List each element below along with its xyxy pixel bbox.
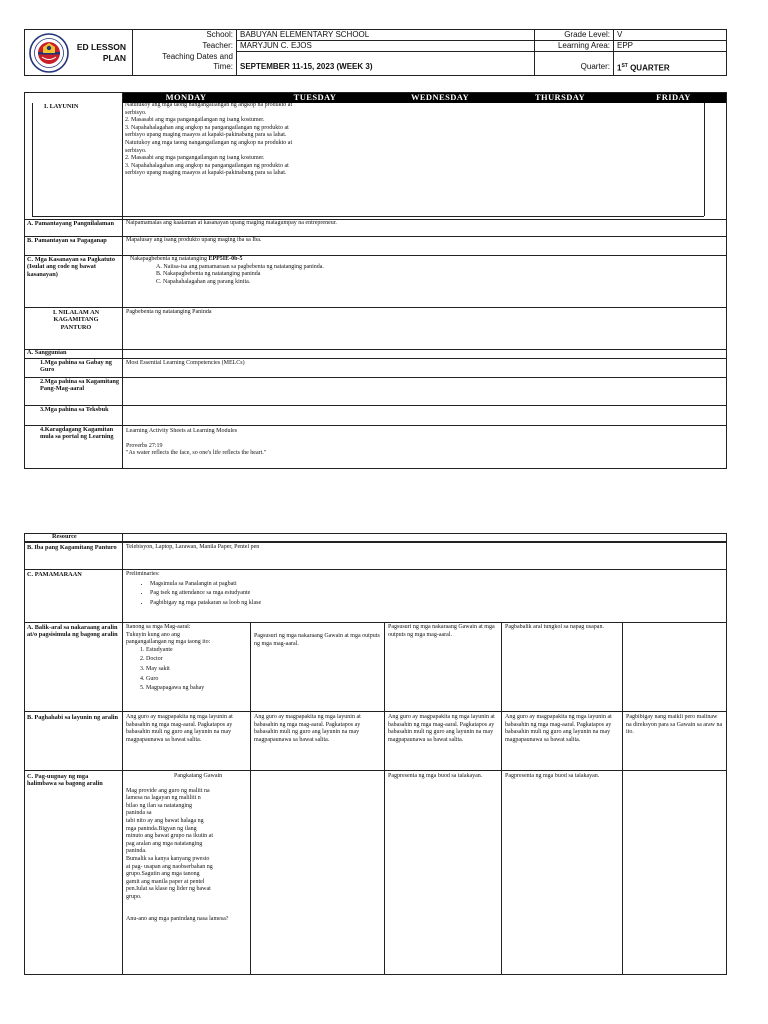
pag-uugnay-question: Anu-ano ang mga panindang nasa lamesa? bbox=[126, 915, 229, 922]
paghahabi-wednesday: Ang guro ay magpapakita ng mga layunin at babasahin ng mga mag-aaral. Pagkatapos ay babasahin muli ng guro ang layunin na may magpapaunawa sa bawat salita. bbox=[388, 714, 495, 743]
nilalaman-text: Pagbebenta ng natatanging Paninda bbox=[126, 309, 212, 315]
grade-level-label: Grade Level: bbox=[564, 30, 610, 39]
title-line-1: ED LESSON bbox=[76, 42, 126, 52]
school-value: BABUYAN ELEMENTARY SCHOOL bbox=[240, 30, 370, 39]
sanggunian-label: A. Sanggunian bbox=[27, 349, 67, 356]
paghahabi-thursday: Ang guro ay magpapakita ng mga layunin at babasahin ng mga mag-aaral. Pagkatapos ay babasahin muli ng guro ang layunin na may magpapaunawa sa bawat salita. bbox=[505, 714, 612, 743]
ref4-label: 4.Karagdagang Kagamitan mula sa portal ng Learning bbox=[40, 426, 114, 441]
teacher-label: Teacher: bbox=[202, 41, 233, 50]
paghahabi-monday: Ang guro ay magpapakita ng mga layunin at babasahin ng mga mag-aaral. Pagkatapos ay babasahin muli ng guro ang layunin na may magpapaunawa sa bawat salita. bbox=[126, 714, 233, 743]
balik-aral-wednesday: Pagsusuri ng mga nakaraang Gawain at mga outputs ng mga mag-aaral. bbox=[388, 624, 495, 638]
ref2-label: 2.Mga pahina sa Kagamitang Pang-Mag-aaral bbox=[40, 378, 120, 393]
day-tuesday: TUESDAY bbox=[293, 92, 337, 102]
kasanayan-text: Nakapagbebenta ng natatanging EPP5IE-0b-5 A. Naiisa-isa ang pamamaraan sa pagbebenta ng natatanging paninda. B. Nakapagbebenta ng natatanging paninda C. Napahahalagahan ang parang kinita. bbox=[130, 256, 324, 285]
grade-level-value: V bbox=[617, 30, 623, 39]
preliminaries-title: Preliminaries: bbox=[126, 571, 160, 577]
learning-area-value: EPP bbox=[617, 41, 634, 50]
layunin-label: I. LAYUNIN bbox=[44, 103, 79, 110]
kasanayan-label: C. Mga Kasanayan sa Pagkatuto (Isulat ang code ng bawat kasanayan) bbox=[27, 256, 115, 278]
prelim-item: • Pagbibigay ng mga patakaran sa loob ng klase bbox=[150, 600, 706, 608]
pag-uugnay-monday: Pangkatang Gawain Mag provide ang guro ng maliit na lamesa na lagayan ng maliliit n bilao ng ilan sa natatanging paninda sa tabi nito ay ang bawat halaga ng mga paninda.Bigyan ng ilang minuto ang bawat grupo na ikutin at pag aralan ang mga natatanging paninda. Bumalik sa kanya kanyang pwesto at pag- usapan ang naobserbahan ng grupo.Sagutin ang mga tanong gamit ang manila paper at pentel pen.Iulat sa klase ng lider ng bawat grupo. Anu-ano ang mga panindang nasa lamesa? bbox=[126, 773, 248, 923]
pamantayan-pagaganap-label: B. Pamantayan sa Pagaganap bbox=[27, 237, 107, 244]
lesson-plan-title bbox=[70, 42, 126, 64]
balik-aral-monday: Itanong sa mga Mag-aaral: Tukuyin kung ano ang pangangailangan ng mga taong ito: 1. Estudyante 2. Doctor 3. May sakit 4. Guro 5. Magpapagawa ng bahay bbox=[126, 624, 248, 693]
ref4-text: Learning Activity Sheets at Learning Modules Proverbs 27:19 "As water reflects the face, so one's life reflects the heart." bbox=[126, 428, 267, 457]
nilalaman-label: I. NILALAM AN KAGAMITANG PANTURO bbox=[52, 309, 100, 331]
ref1-text: Most Essential Learning Competencies (MELCs) bbox=[126, 360, 245, 366]
ref3-label: 3.Mga pahina sa Teksbuk bbox=[40, 406, 109, 413]
prelim-item: • Pag tsek ng attendance sa mga estudyante bbox=[150, 590, 706, 598]
learning-area-label: Learning Area: bbox=[557, 41, 610, 50]
pangkatang-gawain-title: Pangkatang Gawain bbox=[174, 773, 223, 779]
pag-uugnay-thursday: Pagpresenta ng mga buod sa talakayan. bbox=[505, 773, 600, 779]
day-thursday: THURSDAY bbox=[534, 92, 586, 102]
quarter-label: Quarter: bbox=[580, 62, 610, 71]
deped-seal-logo bbox=[29, 33, 69, 73]
quarter-value: 1ST QUARTER bbox=[617, 63, 670, 73]
resource-label: Resource bbox=[52, 533, 77, 540]
paghahabi-tuesday: Ang guro ay magpapakita ng mga layunin at babasahin ng mga mag-aaral. Pagkatapos ay babasahin muli ng guro ang layunin na may magpapaunawa sa bawat salita. bbox=[254, 714, 361, 743]
list-item: 2. Doctor bbox=[146, 656, 248, 664]
list-item: 1. Estudyante bbox=[146, 647, 248, 655]
teaching-dates-label: Teaching Dates and Time: bbox=[162, 52, 233, 71]
pag-uugnay-label: C. Pag-uugnay ng mga halimbawa sa bagong aralin bbox=[27, 773, 103, 788]
day-monday: MONDAY bbox=[165, 92, 207, 102]
layunin-text: Natutukoy ang mga taong nangangailangan ng angkop na produkto at serbisyo. 2. Masasabi ang mga pangangailangan ng isang kostumer. 3. Napahahalagahan ang angkop na pangangailangan ng produkto at serbisyo upang maging maayos at kapaki-pakinabang para sa lahat. Natutukoy ang mga taong nangangailangan ng angkop na produkto at serbisyo. 2. Masasabi ang mga pangangailangan ng isang kostumer. 3. Napahahalagahan ang angkop na pangangailangan ng produkto at serbisyo upang maging maayos at kapaki-pakinabang para sa lahat. bbox=[125, 102, 293, 177]
list-item: 4. Guro bbox=[146, 676, 248, 684]
balik-aral-tuesday: Pagsusuri ng mga nakaraang Gawain at mga outputs ng mga mag-aaral. bbox=[254, 633, 380, 647]
iba-pang-kagamitan-label: B. Iba pang Kagamitang Panturo bbox=[27, 544, 117, 551]
ref1-label: 1.Mga pahina sa Gabay ng Guro bbox=[40, 359, 112, 374]
iba-pang-kagamitan-text: Telebisyon, Laptop, Larawan, Manila Paper, Pentel pen bbox=[126, 544, 260, 550]
school-label: School: bbox=[206, 30, 233, 39]
paghahabi-friday: Pagbibigay nang maikli pero malinaw na direksyon para sa Gawain sa araw na ito. bbox=[626, 714, 723, 736]
pamantayang-pangnilalaman-text: Naipamamalas ang kaalaman at kasanayan upang maging matagumpay na entrepreneur. bbox=[126, 220, 337, 226]
balik-aral-thursday: Pagbabalik aral tungkol sa napag usapan. bbox=[505, 624, 604, 630]
prelim-item: • Magsimula sa Panalangin at pagbati bbox=[150, 581, 706, 589]
balik-aral-label: A. Balik-aral sa nakaraang aralin at/o pagsisimula ng bagong aralin bbox=[27, 624, 118, 639]
paghahabi-label: B. Paghahabi sa layunin ng aralin bbox=[27, 714, 118, 721]
teacher-value: MARYJUN C. EJOS bbox=[240, 41, 312, 50]
day-wednesday: WEDNESDAY bbox=[410, 92, 470, 102]
resource-row bbox=[24, 533, 727, 542]
preliminaries bbox=[126, 571, 706, 607]
pamantayan-pagaganap-text: Mapalusay ang isang produkto upang maging iba sa Iba. bbox=[126, 237, 262, 243]
list-item: 3. May sakit bbox=[146, 666, 248, 674]
title-line-2: PLAN bbox=[102, 53, 126, 63]
list-item: 5. Magpapagawa ng bahay bbox=[146, 685, 248, 693]
dates-value: SEPTEMBER 11-15, 2023 (WEEK 3) bbox=[240, 62, 373, 71]
pamantayang-pangnilalaman-label: A. Pamantayang Pangnilalaman bbox=[27, 220, 114, 227]
pamamaraan-label: C. PAMAMARAAN bbox=[27, 571, 82, 578]
day-friday: FRIDAY bbox=[656, 92, 691, 102]
pag-uugnay-wednesday: Pagpresenta ng mga buod sa talakayan. bbox=[388, 773, 483, 779]
